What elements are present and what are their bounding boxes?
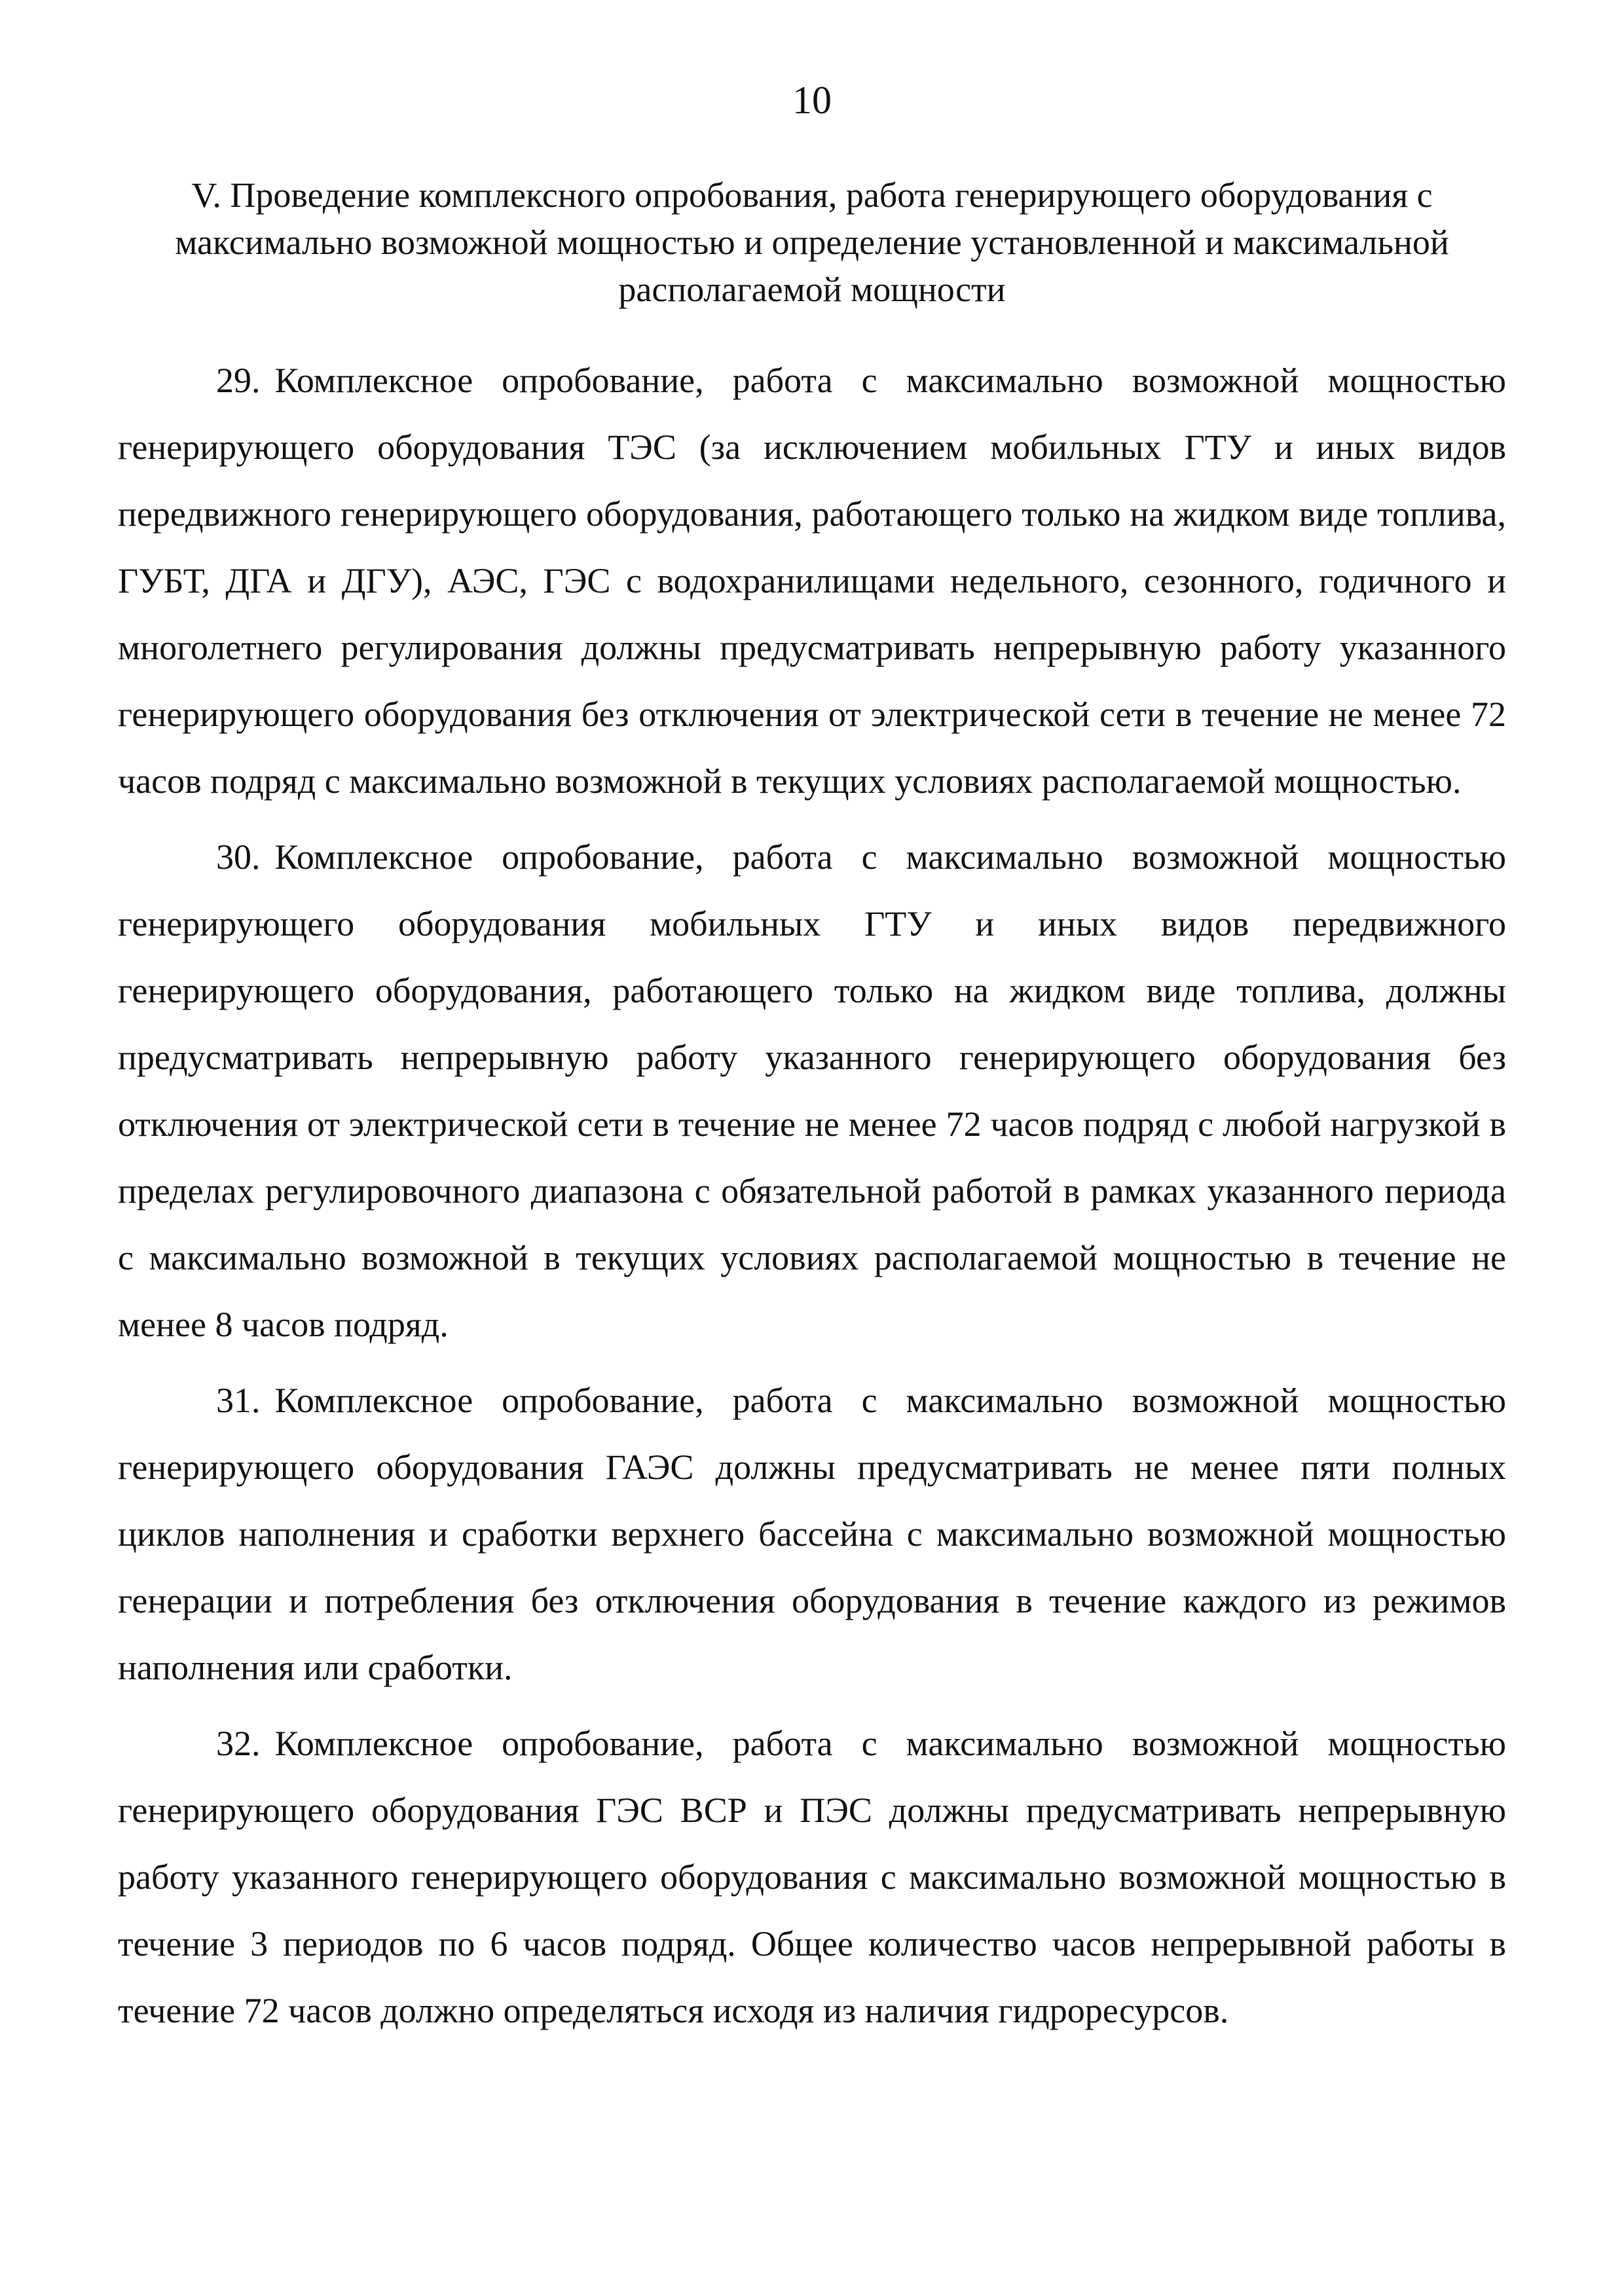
section-title: V. Проведение комплексного опробования, работа генерирующего оборудования с максимально возможной мощностью и определение установленной и максимальной располагаемой мощности xyxy=(175,175,1449,309)
clause-text: Комплексное опробование, работа с максимально возможной мощностью генерирующего оборудования мобильных ГТУ и иных видов передвижного генерирующего оборудования, работающего только на жидком виде топлива, должны предусматривать непрерывную работу указанного генерирующего оборудования без отключения от электрической сети в течение не менее 72 часов подряд с любой нагрузкой в пределах регулировочного диапазона с обязательной работой в рамках указанного периода с максимально возможной в текущих условиях располагаемой мощностью в течение не менее 8 часов подряд. xyxy=(118,837,1506,1344)
document-body xyxy=(118,347,1506,2053)
page-number: 10 xyxy=(792,79,832,122)
clause-number: 31. xyxy=(216,1381,261,1420)
clause-number: 29. xyxy=(216,361,261,400)
clause-number: 32. xyxy=(216,1724,261,1763)
clause-text: Комплексное опробование, работа с максимально возможной мощностью генерирующего оборудования ГАЭС должны предусматривать не менее пяти полных циклов наполнения и сработки верхнего бассейна с максимально возможной мощностью генерации и потребления без отключения оборудования в течение каждого из режимов наполнения или сработки. xyxy=(118,1381,1506,1687)
clause-32 xyxy=(118,1710,1506,2044)
clause-30 xyxy=(118,824,1506,1358)
clause-number: 30. xyxy=(216,837,261,877)
clause-text: Комплексное опробование, работа с максимально возможной мощностью генерирующего оборудования ГЭС ВСР и ПЭС должны предусматривать непрерывную работу указанного генерирующего оборудования с максимально возможной мощностью в течение 3 периодов по 6 часов подряд. Общее количество часов непрерывной работы в течение 72 часов должно определяться исходя из наличия гидроресурсов. xyxy=(118,1724,1506,2030)
clause-text: Комплексное опробование, работа с максимально возможной мощностью генерирующего оборудования ТЭС (за исключением мобильных ГТУ и иных видов передвижного генерирующего оборудования, работающего только на жидком виде топлива, ГУБТ, ДГА и ДГУ), АЭС, ГЭС с водохранилищами недельного, сезонного, годичного и многолетнего регулирования должны предусматривать непрерывную работу указанного генерирующего оборудования без отключения от электрической сети в течение не менее 72 часов подряд с максимально возможной в текущих условиях располагаемой мощностью. xyxy=(118,361,1506,801)
clause-31 xyxy=(118,1367,1506,1701)
clause-29 xyxy=(118,347,1506,814)
